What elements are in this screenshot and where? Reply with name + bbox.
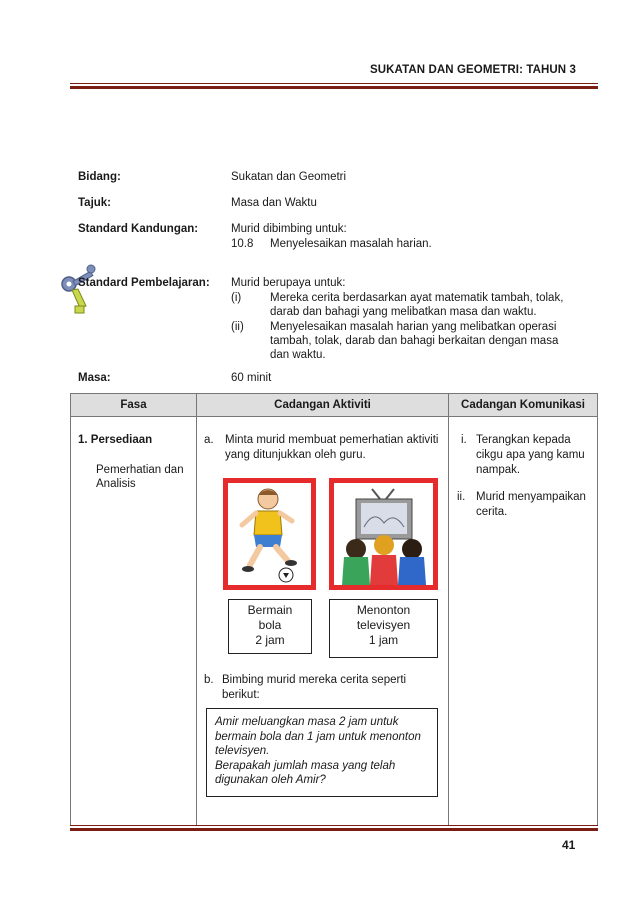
komunikasi-text: Terangkan kepada (476, 434, 571, 446)
aktiviti-a-marker: a. (204, 434, 214, 446)
sp-item-text: dan waktu. (270, 349, 326, 361)
masa-label: Masa: (78, 372, 111, 384)
komunikasi-text: Murid menyampaikan (476, 491, 586, 503)
table-divider (196, 416, 197, 825)
header-rule-thin (70, 83, 598, 84)
aktiviti-a-text: yang ditunjukkan oleh guru. (225, 449, 366, 461)
activity-box-television (329, 599, 438, 658)
activity-box-football (228, 599, 312, 654)
fasa-sub: Analisis (96, 478, 136, 490)
sp-item-number: (ii) (231, 321, 244, 333)
box-line: Bermain (247, 603, 293, 617)
komunikasi-text: cikgu apa yang kamu (476, 449, 585, 461)
bidang-value: Sukatan dan Geometri (231, 171, 347, 183)
komunikasi-text: nampak. (476, 464, 521, 476)
children-watching-tv-illustration (334, 483, 433, 585)
key-icon (60, 262, 102, 321)
table-divider (448, 416, 449, 825)
fasa-sub: Pemerhatian dan (96, 464, 184, 476)
standard-kandungan-text: Menyelesaikan masalah harian. (270, 238, 432, 250)
standard-pembelajaran-label: Standard Pembelajaran: (78, 277, 210, 289)
header-rule-thick (70, 86, 598, 89)
sp-item-text: tambah, tolak, darab dan bahagi berkaitan dengan masa (270, 335, 559, 347)
standard-kandungan-intro: Murid dibimbing untuk: (231, 223, 347, 235)
column-header-komunikasi: Cadangan Komunikasi (448, 393, 598, 417)
tajuk-value: Masa dan Waktu (231, 197, 317, 209)
table-border-left (70, 416, 71, 825)
sp-item-text: Mereka cerita berdasarkan ayat matematik tambah, tolak, (270, 292, 564, 304)
running-header: SUKATAN DAN GEOMETRI: TAHUN 3 (369, 64, 576, 76)
box-line: bola (258, 618, 282, 632)
box-line: 2 jam (255, 633, 285, 647)
aktiviti-a-text: Minta murid membuat pemerhatian aktiviti (225, 434, 439, 446)
television-picture (329, 478, 438, 590)
masa-value: 60 minit (231, 372, 272, 384)
aktiviti-b-text: berikut: (222, 689, 260, 701)
standard-kandungan-label: Standard Kandungan: (78, 223, 199, 235)
page-number: 41 (562, 838, 576, 852)
column-header-fasa: Fasa (70, 393, 197, 417)
standard-pembelajaran-intro: Murid berupaya untuk: (231, 277, 346, 289)
story-line: Amir meluangkan masa 2 jam untuk (215, 716, 399, 728)
table-border-right (597, 416, 598, 825)
komunikasi-number: i. (461, 434, 467, 446)
football-picture (223, 478, 316, 590)
footer-rule-thin (70, 825, 598, 826)
column-header-aktiviti: Cadangan Aktiviti (196, 393, 449, 417)
boy-playing-football-illustration (228, 483, 311, 585)
standard-kandungan-number: 10.8 (231, 238, 254, 250)
footer-rule-thick (70, 828, 598, 831)
sp-item-number: (i) (231, 292, 242, 304)
fasa-title: 1. Persediaan (78, 434, 153, 446)
sp-item-text: darab dan bahagi yang melibatkan masa dan waktu. (270, 306, 537, 318)
bidang-label: Bidang: (78, 171, 121, 183)
komunikasi-text: cerita. (476, 506, 508, 518)
komunikasi-number: ii. (457, 491, 466, 503)
sp-item-text: Menyelesaikan masalah harian yang melibatkan operasi (270, 321, 557, 333)
box-line: 1 jam (368, 633, 399, 647)
box-line: televisyen (356, 618, 411, 632)
box-line: Menonton (356, 603, 411, 617)
story-line: bermain bola dan 1 jam untuk menonton (215, 730, 421, 743)
tajuk-label: Tajuk: (78, 197, 112, 209)
story-line: televisyen. (215, 745, 270, 757)
story-box (206, 708, 438, 797)
aktiviti-b-text: Bimbing murid mereka cerita seperti (222, 674, 407, 686)
story-line: digunakan oleh Amir? (215, 774, 326, 786)
aktiviti-b-marker: b. (204, 674, 214, 686)
story-line: Berapakah jumlah masa yang telah (215, 759, 396, 772)
